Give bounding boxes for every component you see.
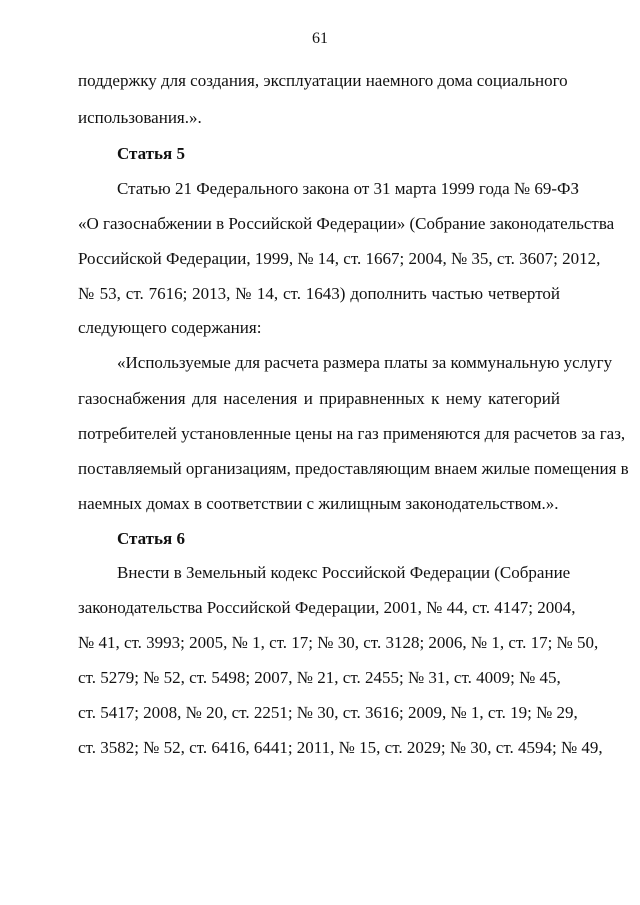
text-line: наемных домах в соответствии с жилищным законодательством.». bbox=[78, 494, 559, 513]
text-line: использования.». bbox=[78, 108, 202, 127]
text-line: № 53, ст. 7616; 2013, № 14, ст. 1643) дополнить частью четвертой bbox=[78, 284, 560, 303]
text-line: «О газоснабжении в Российской Федерации» (Собрание законодательства bbox=[78, 214, 615, 233]
text-line: поставляемый организациям, предоставляющим внаем жилые помещения в bbox=[78, 459, 629, 478]
text-line: Российской Федерации, 1999, № 14, ст. 1667; 2004, № 35, ст. 3607; 2012, bbox=[78, 249, 601, 268]
text-line: законодательства Российской Федерации, 2001, № 44, ст. 4147; 2004, bbox=[78, 598, 576, 617]
text-line: газоснабжения для населения и приравненных к нему категорий bbox=[78, 389, 560, 408]
text-line: ст. 3582; № 52, ст. 6416, 6441; 2011, № 15, ст. 2029; № 30, ст. 4594; № 49, bbox=[78, 738, 603, 757]
text-line: ст. 5417; 2008, № 20, ст. 2251; № 30, ст. 3616; 2009, № 1, ст. 19; № 29, bbox=[78, 703, 578, 722]
text-line: Внести в Земельный кодекс Российской Федерации (Собрание bbox=[117, 563, 571, 582]
text-line: поддержку для создания, эксплуатации наемного дома социального bbox=[78, 71, 568, 90]
article-6-heading: Статья 6 bbox=[117, 529, 185, 548]
text-line: потребителей установленные цены на газ применяются для расчетов за газ, bbox=[78, 424, 626, 443]
text-line: следующего содержания: bbox=[78, 318, 262, 337]
text-line: Статью 21 Федерального закона от 31 марта 1999 года № 69-ФЗ bbox=[117, 179, 579, 198]
text-line: «Используемые для расчета размера платы за коммунальную услугу bbox=[117, 353, 613, 372]
article-5-heading: Статья 5 bbox=[117, 144, 185, 163]
page-number: 61 bbox=[312, 30, 328, 47]
text-line: ст. 5279; № 52, ст. 5498; 2007, № 21, ст. 2455; № 31, ст. 4009; № 45, bbox=[78, 668, 561, 687]
text-line: № 41, ст. 3993; 2005, № 1, ст. 17; № 30, ст. 3128; 2006, № 1, ст. 17; № 50, bbox=[78, 633, 599, 652]
